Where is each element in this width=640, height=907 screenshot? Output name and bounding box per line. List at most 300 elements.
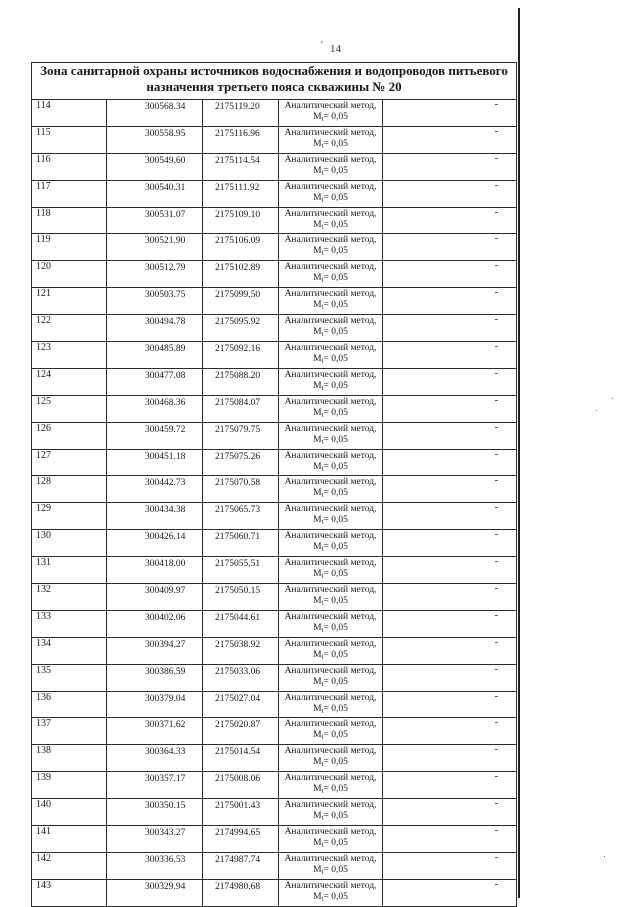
note-cell: - — [383, 234, 517, 261]
precision-value: = 0,05 — [323, 703, 348, 714]
method-label: Аналитический метод, — [284, 719, 377, 730]
point-number-cell: 132 — [32, 584, 107, 611]
note-cell: - — [383, 422, 517, 449]
x-coordinate-cell — [107, 879, 203, 906]
table-row — [32, 261, 517, 288]
y-coordinate-value: 2175084.07 — [215, 397, 261, 408]
precision-subscript: t — [321, 115, 324, 123]
method-cell — [279, 261, 383, 288]
precision-value: = 0,05 — [323, 515, 348, 526]
x-coordinate-value: 300350.15 — [145, 801, 186, 812]
y-coordinate-cell — [203, 126, 279, 153]
note-cell: - — [383, 261, 517, 288]
point-number-cell: 142 — [32, 852, 107, 879]
note-cell: - — [383, 664, 517, 691]
x-coordinate-value: 300494.78 — [145, 317, 186, 328]
precision-symbol: M — [313, 380, 322, 391]
y-coordinate-value: 2175119.20 — [215, 102, 260, 112]
x-coordinate-cell — [107, 476, 203, 503]
method-precision — [279, 300, 382, 313]
precision-symbol: M — [313, 596, 322, 607]
note-cell: - — [383, 503, 517, 530]
precision-symbol: M — [313, 273, 322, 284]
precision-subscript: t — [321, 679, 324, 688]
table-row — [32, 315, 517, 342]
x-coordinate-cell — [107, 610, 203, 637]
precision-symbol: M — [313, 246, 322, 257]
x-coordinate-value: 300512.79 — [145, 263, 186, 274]
precision-value: = 0,05 — [323, 649, 348, 660]
method-cell — [279, 799, 383, 826]
x-coordinate-value: 300568.34 — [145, 102, 186, 112]
method-precision — [279, 757, 382, 770]
table-row — [32, 879, 517, 906]
method-label: Аналитический метод, — [284, 235, 377, 246]
method-precision — [279, 704, 382, 717]
y-coordinate-value: 2175099.50 — [215, 290, 261, 301]
precision-symbol: M — [313, 112, 322, 122]
table-row — [32, 852, 517, 879]
method-precision — [279, 515, 382, 528]
method-precision — [279, 811, 382, 824]
x-coordinate-cell — [107, 153, 203, 180]
x-coordinate-value: 300531.07 — [145, 209, 186, 220]
method-cell — [279, 745, 383, 772]
note-cell: - — [383, 557, 517, 584]
point-number-cell: 121 — [32, 288, 107, 315]
precision-subscript: t — [321, 625, 324, 634]
point-number-cell: 138 — [32, 745, 107, 772]
method-label: Аналитический метод, — [284, 638, 377, 649]
y-coordinate-value: 2175008.06 — [215, 774, 261, 785]
y-coordinate-cell — [203, 422, 279, 449]
method-cell — [279, 664, 383, 691]
y-coordinate-cell — [203, 261, 279, 288]
table-row — [32, 368, 517, 395]
precision-symbol: M — [313, 327, 322, 338]
method-precision — [279, 462, 382, 475]
x-coordinate-cell — [107, 180, 203, 207]
method-cell — [279, 315, 383, 342]
y-coordinate-cell — [203, 718, 279, 745]
precision-symbol: M — [313, 165, 322, 176]
x-coordinate-value: 300402.06 — [145, 612, 186, 623]
table-row — [32, 100, 517, 127]
precision-value: = 0,05 — [323, 622, 348, 633]
y-coordinate-value: 2175109.10 — [215, 209, 261, 220]
precision-symbol: M — [313, 676, 322, 687]
y-coordinate-cell — [203, 342, 279, 369]
table-title — [32, 63, 517, 100]
note-cell: - — [383, 530, 517, 557]
y-coordinate-cell — [203, 772, 279, 799]
precision-value: = 0,05 — [323, 300, 348, 311]
y-coordinate-value: 2175060.71 — [215, 532, 261, 543]
x-coordinate-cell — [107, 207, 203, 234]
method-cell — [279, 288, 383, 315]
method-precision — [279, 354, 382, 367]
y-coordinate-value: 2175114.54 — [215, 155, 260, 166]
y-coordinate-cell — [203, 745, 279, 772]
x-coordinate-value: 300549.60 — [145, 155, 186, 166]
precision-value: = 0,05 — [323, 757, 348, 768]
table-row — [32, 207, 517, 234]
precision-symbol: M — [313, 838, 322, 849]
method-precision — [279, 596, 382, 609]
point-number-cell: 141 — [32, 826, 107, 853]
method-precision — [279, 569, 382, 582]
table-row — [32, 503, 517, 530]
table-row — [32, 180, 517, 207]
precision-subscript: t — [321, 545, 324, 554]
y-coordinate-cell — [203, 207, 279, 234]
method-cell — [279, 234, 383, 261]
y-coordinate-value: 2175014.54 — [215, 747, 261, 758]
method-precision — [279, 435, 382, 448]
precision-symbol: M — [313, 515, 322, 526]
precision-subscript: t — [321, 518, 324, 527]
precision-subscript: t — [321, 410, 324, 419]
note-cell: - — [383, 288, 517, 315]
table-body — [32, 100, 517, 907]
method-precision — [279, 730, 382, 743]
x-coordinate-value: 300364.33 — [145, 747, 186, 758]
method-cell — [279, 852, 383, 879]
precision-value: = 0,05 — [323, 273, 348, 284]
method-label: Аналитический метод, — [284, 101, 377, 111]
x-coordinate-value: 300451.18 — [145, 451, 186, 462]
precision-subscript: t — [321, 168, 324, 177]
table-row — [32, 584, 517, 611]
precision-subscript: t — [321, 141, 324, 150]
method-cell — [279, 449, 383, 476]
y-coordinate-cell — [203, 557, 279, 584]
x-coordinate-value: 300459.72 — [145, 424, 186, 435]
method-precision — [279, 784, 382, 797]
method-precision — [279, 542, 382, 555]
precision-symbol: M — [313, 569, 322, 580]
y-coordinate-cell — [203, 530, 279, 557]
y-coordinate-value: 2174980.68 — [215, 881, 261, 892]
precision-value: = 0,05 — [323, 165, 348, 176]
table-row — [32, 234, 517, 261]
page-number: 14 — [330, 43, 341, 55]
method-cell — [279, 584, 383, 611]
y-coordinate-value: 2175033.06 — [215, 666, 261, 677]
y-coordinate-value: 2175095.92 — [215, 317, 261, 328]
precision-subscript: t — [321, 867, 324, 876]
precision-symbol: M — [313, 434, 322, 445]
x-coordinate-value: 300386.59 — [145, 666, 186, 677]
method-cell — [279, 180, 383, 207]
method-precision — [279, 220, 382, 233]
x-coordinate-cell — [107, 234, 203, 261]
x-coordinate-value: 300540.31 — [145, 182, 186, 193]
method-label: Аналитический метод, — [284, 181, 377, 192]
method-label: Аналитический метод, — [284, 127, 377, 138]
x-coordinate-cell — [107, 422, 203, 449]
method-label: Аналитический метод, — [284, 585, 377, 596]
x-coordinate-cell — [107, 557, 203, 584]
y-coordinate-value: 2174987.74 — [215, 854, 261, 865]
table-row — [32, 637, 517, 664]
y-coordinate-value: 2175001.43 — [215, 801, 261, 812]
method-precision — [279, 408, 382, 421]
precision-subscript: t — [321, 706, 324, 715]
method-label: Аналитический метод, — [284, 316, 377, 327]
precision-symbol: M — [313, 757, 322, 768]
y-coordinate-value: 2175088.20 — [215, 370, 261, 381]
x-coordinate-cell — [107, 691, 203, 718]
note-cell: - — [383, 342, 517, 369]
method-label: Аналитический метод, — [284, 477, 377, 488]
precision-symbol: M — [313, 703, 322, 714]
point-number-cell: 136 — [32, 691, 107, 718]
note-cell: - — [383, 879, 517, 906]
method-precision — [279, 193, 382, 206]
y-coordinate-cell — [203, 234, 279, 261]
precision-value: = 0,05 — [323, 596, 348, 607]
x-coordinate-value: 300394.27 — [145, 639, 186, 650]
method-label: Аналитический метод, — [284, 369, 377, 380]
point-number-cell: 117 — [32, 180, 107, 207]
precision-value: = 0,05 — [323, 354, 348, 365]
x-coordinate-cell — [107, 100, 203, 127]
note-cell: - — [383, 368, 517, 395]
y-coordinate-value: 2175092.16 — [215, 344, 261, 355]
x-coordinate-cell — [107, 799, 203, 826]
precision-subscript: t — [321, 330, 324, 339]
x-coordinate-value: 300503.75 — [145, 290, 186, 301]
method-label: Аналитический метод, — [284, 289, 377, 300]
precision-subscript: t — [321, 222, 324, 231]
point-number-cell: 115 — [32, 126, 107, 153]
y-coordinate-value: 2175102.89 — [215, 263, 261, 274]
x-coordinate-value: 300371.62 — [145, 720, 186, 731]
note-cell: - — [383, 691, 517, 718]
precision-symbol: M — [313, 649, 322, 660]
y-coordinate-cell — [203, 315, 279, 342]
note-cell: - — [383, 826, 517, 853]
precision-subscript: t — [321, 303, 324, 312]
method-cell — [279, 637, 383, 664]
x-coordinate-cell — [107, 664, 203, 691]
precision-subscript: t — [321, 814, 324, 823]
method-precision — [279, 488, 382, 501]
precision-subscript: t — [321, 357, 324, 366]
table-row — [32, 691, 517, 718]
x-coordinate-value: 300468.36 — [145, 397, 186, 408]
method-cell — [279, 368, 383, 395]
method-label: Аналитический метод, — [284, 773, 377, 784]
precision-symbol: M — [313, 461, 322, 472]
method-precision — [279, 327, 382, 340]
x-coordinate-cell — [107, 503, 203, 530]
x-coordinate-value: 300434.38 — [145, 505, 186, 516]
method-label: Аналитический метод, — [284, 450, 377, 461]
method-precision — [279, 166, 382, 179]
precision-symbol: M — [313, 730, 322, 741]
x-coordinate-value: 300343.27 — [145, 828, 186, 839]
y-coordinate-cell — [203, 637, 279, 664]
method-cell — [279, 718, 383, 745]
precision-value: = 0,05 — [323, 891, 348, 902]
method-cell — [279, 153, 383, 180]
y-coordinate-cell — [203, 449, 279, 476]
table-row — [32, 799, 517, 826]
precision-symbol: M — [313, 300, 322, 311]
note-cell: - — [383, 180, 517, 207]
precision-value: = 0,05 — [323, 461, 348, 472]
y-coordinate-value: 2175044.61 — [215, 612, 261, 623]
method-label: Аналитический метод, — [284, 262, 377, 273]
note-cell: - — [383, 852, 517, 879]
method-label: Аналитический метод, — [284, 746, 377, 757]
x-coordinate-cell — [107, 261, 203, 288]
method-cell — [279, 422, 383, 449]
precision-subscript: t — [321, 894, 324, 903]
precision-symbol: M — [313, 784, 322, 795]
method-precision — [279, 838, 382, 851]
x-coordinate-value: 300426.14 — [145, 532, 186, 543]
method-precision — [279, 892, 382, 905]
y-coordinate-cell — [203, 180, 279, 207]
point-number-cell: 128 — [32, 476, 107, 503]
y-coordinate-cell — [203, 691, 279, 718]
method-precision — [279, 865, 382, 878]
note-cell: - — [383, 449, 517, 476]
table-title-line-1: Зона санитарной охраны источников водоснабжения и водопроводов питьевого — [40, 63, 508, 78]
precision-symbol: M — [313, 864, 322, 875]
note-cell: - — [383, 745, 517, 772]
point-number-cell: 131 — [32, 557, 107, 584]
x-coordinate-cell — [107, 288, 203, 315]
y-coordinate-cell — [203, 852, 279, 879]
y-coordinate-value: 2175038.92 — [215, 639, 261, 650]
y-coordinate-value: 2175070.58 — [215, 478, 261, 489]
precision-value: = 0,05 — [323, 219, 348, 230]
point-number-cell: 126 — [32, 422, 107, 449]
y-coordinate-cell — [203, 368, 279, 395]
note-cell: - — [383, 637, 517, 664]
method-label: Аналитический метод, — [284, 800, 377, 811]
table-title-line-2: назначения третьего пояса скважины № 20 — [146, 79, 402, 94]
y-coordinate-value: 2175027.04 — [215, 693, 261, 704]
precision-subscript: t — [321, 464, 324, 473]
precision-symbol: M — [313, 219, 322, 230]
precision-subscript: t — [321, 572, 324, 581]
y-coordinate-value: 2175020.87 — [215, 720, 261, 731]
note-cell: - — [383, 476, 517, 503]
precision-symbol: M — [313, 622, 322, 633]
method-label: Аналитический метод, — [284, 396, 377, 407]
method-label: Аналитический метод, — [284, 558, 377, 569]
x-coordinate-value: 300409.97 — [145, 586, 186, 597]
x-coordinate-value: 300558.95 — [145, 128, 186, 139]
x-coordinate-cell — [107, 584, 203, 611]
method-cell — [279, 557, 383, 584]
x-coordinate-cell — [107, 745, 203, 772]
x-coordinate-value: 300485.89 — [145, 344, 186, 355]
y-coordinate-value: 2175055.51 — [215, 559, 261, 570]
note-cell: - — [383, 799, 517, 826]
point-number-cell: 120 — [32, 261, 107, 288]
method-label: Аналитический метод, — [284, 665, 377, 676]
point-number-cell: 140 — [32, 799, 107, 826]
precision-subscript: t — [321, 249, 324, 258]
note-cell: - — [383, 315, 517, 342]
scan-border-line — [518, 8, 520, 898]
point-number-cell: 137 — [32, 718, 107, 745]
y-coordinate-value: 2175079.75 — [215, 424, 261, 435]
point-number-cell: 118 — [32, 207, 107, 234]
method-cell — [279, 476, 383, 503]
method-label: Аналитический метод, — [284, 154, 377, 165]
method-cell — [279, 826, 383, 853]
x-coordinate-cell — [107, 368, 203, 395]
point-number-cell: 139 — [32, 772, 107, 799]
x-coordinate-cell — [107, 852, 203, 879]
note-cell: - — [383, 100, 517, 127]
precision-value: = 0,05 — [323, 676, 348, 687]
method-cell — [279, 879, 383, 906]
x-coordinate-cell — [107, 315, 203, 342]
table-row — [32, 476, 517, 503]
x-coordinate-value: 300379.04 — [145, 693, 186, 704]
x-coordinate-value: 300442.73 — [145, 478, 186, 489]
method-cell — [279, 772, 383, 799]
method-precision — [279, 650, 382, 663]
x-coordinate-cell — [107, 637, 203, 664]
table-row — [32, 395, 517, 422]
table-row — [32, 745, 517, 772]
precision-value: = 0,05 — [323, 569, 348, 580]
point-number-cell: 125 — [32, 395, 107, 422]
x-coordinate-cell — [107, 530, 203, 557]
method-label: Аналитический метод, — [284, 504, 377, 515]
precision-value: = 0,05 — [323, 811, 348, 822]
table-row — [32, 288, 517, 315]
y-coordinate-value: 2175075.26 — [215, 451, 261, 462]
method-cell — [279, 503, 383, 530]
precision-value: = 0,05 — [323, 192, 348, 203]
x-coordinate-cell — [107, 718, 203, 745]
method-label: Аналитический метод, — [284, 531, 377, 542]
precision-subscript: t — [321, 491, 324, 500]
y-coordinate-cell — [203, 879, 279, 906]
method-cell — [279, 610, 383, 637]
precision-symbol: M — [313, 891, 322, 902]
method-precision — [279, 139, 382, 152]
precision-value: = 0,05 — [323, 407, 348, 418]
precision-value: = 0,05 — [323, 488, 348, 499]
method-precision — [279, 677, 382, 690]
x-coordinate-value: 300329.94 — [145, 881, 186, 892]
y-coordinate-cell — [203, 610, 279, 637]
precision-symbol: M — [313, 488, 322, 499]
method-cell — [279, 342, 383, 369]
method-cell — [279, 691, 383, 718]
table-row — [32, 422, 517, 449]
precision-value: = 0,05 — [323, 246, 348, 257]
table-row — [32, 153, 517, 180]
point-number-cell: 124 — [32, 368, 107, 395]
table-row — [32, 826, 517, 853]
precision-subscript: t — [321, 733, 324, 742]
precision-value: = 0,05 — [323, 434, 348, 445]
precision-value: = 0,05 — [323, 864, 348, 875]
note-cell: - — [383, 772, 517, 799]
